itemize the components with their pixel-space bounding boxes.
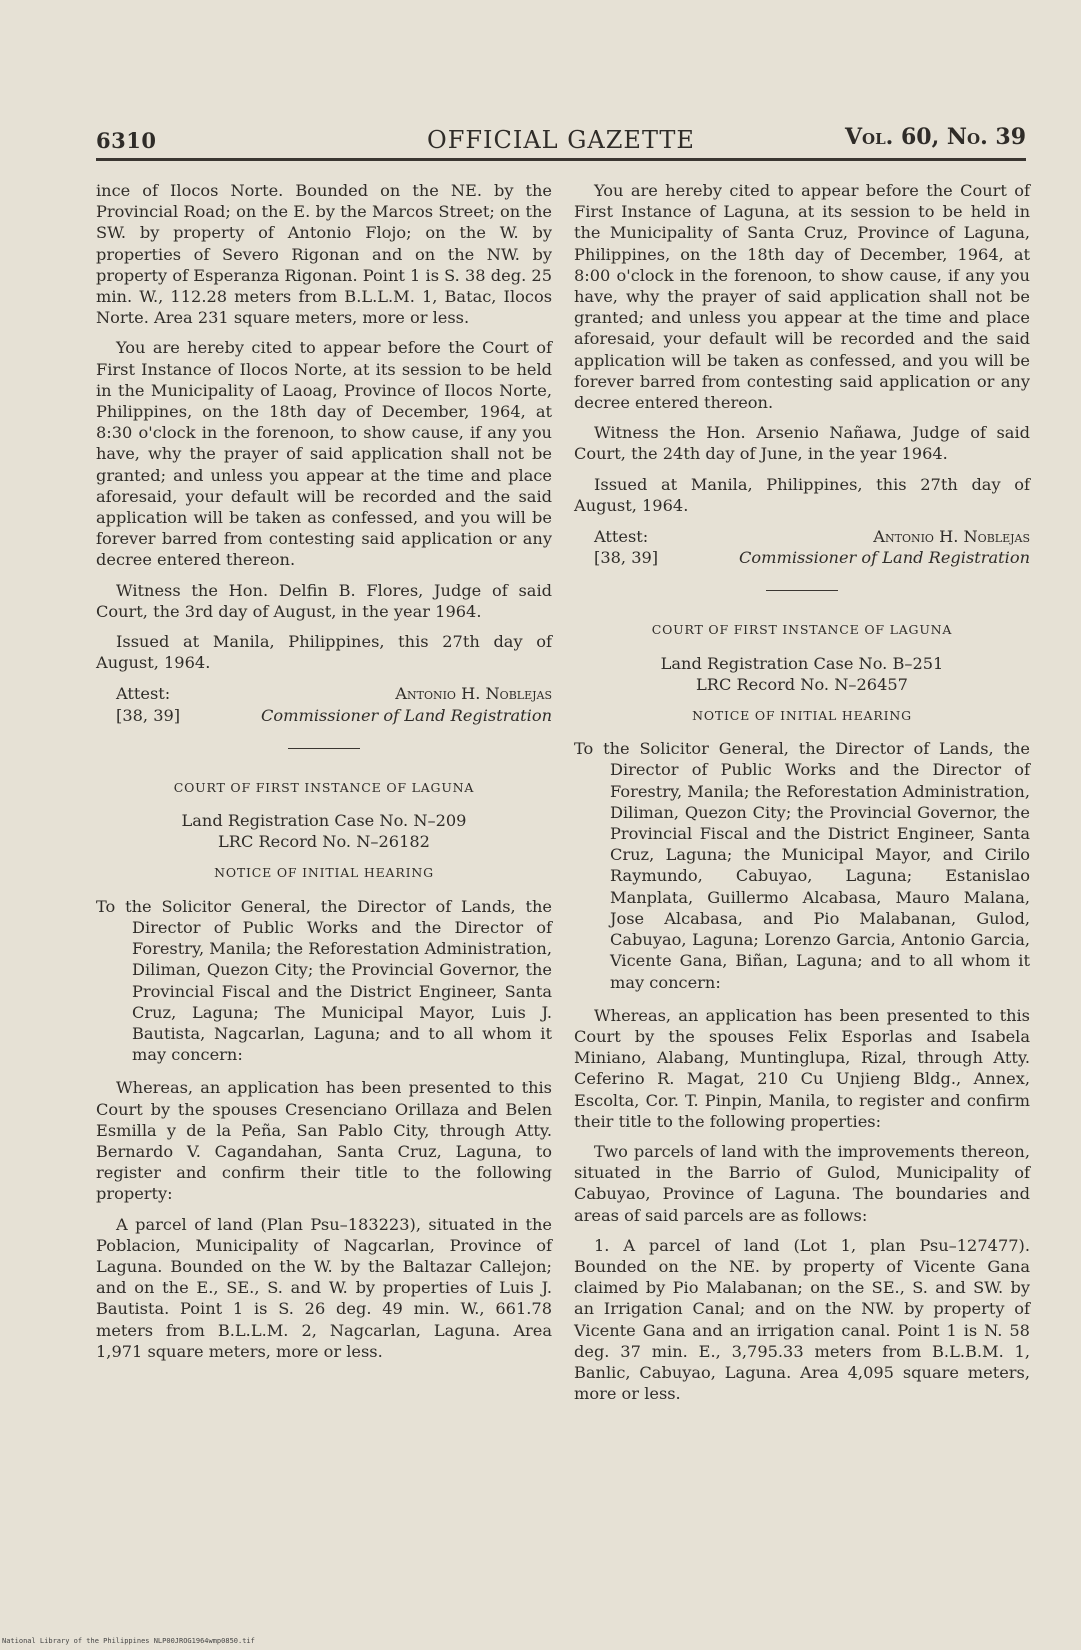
commissioner-title: Commissioner of Land Registration xyxy=(738,548,1030,568)
commissioner-name: Antonio H. Noblejas xyxy=(395,684,552,704)
paragraph: Witness the Hon. Arsenio Nañawa, Judge of said Court, the 24th day of June, in the year 1964. xyxy=(574,423,1030,464)
attest-line xyxy=(574,547,1030,568)
paragraph: Two parcels of land with the improvements thereon, situated in the Barrio of Gulod, Municipality of Cabuyao, Province of Laguna. The boundaries and areas of said parcels are as follows: xyxy=(574,1141,1030,1225)
attest-line xyxy=(96,705,552,726)
notice-heading: NOTICE OF INITIAL HEARING xyxy=(692,708,912,724)
paragraph: You are hereby cited to appear before the Court of First Instance of Laguna, at its session to be held in the Municipality of Santa Cruz, Province of Laguna, Philippines, on the 18th day of December, 1964, at 8:00 o'clock in the forenoon, to show cause, if any you have, why the prayer of said application shall not be granted; and unless you appear at the time and place aforesaid, your default will be recorded and the said application will be taken as confessed, and you will be forever barred from contesting said application or any decree entered thereon. xyxy=(574,181,1030,413)
notice-heading: NOTICE OF INITIAL HEARING xyxy=(214,865,434,881)
attest-label: Attest: xyxy=(594,527,649,547)
section-divider xyxy=(288,748,360,749)
paragraph: Whereas, an application has been presented to this Court by the spouses Cresenciano Orillaza and Belen Esmilla y de la Peña, San Pablo City, through Atty. Bernardo V. Cagandahan, Santa Cruz, Laguna, to register and confirm their title to the following property: xyxy=(96,1078,552,1204)
right-column xyxy=(574,180,1030,1413)
addressee-paragraph: To the Solicitor General, the Director of Lands, the Director of Public Works and the Director of Forestry, Manila; the Reforestation Administration, Diliman, Quezon City; the Provincial Governor, the Provincial Fiscal and the District Engineer, Santa Cruz, Laguna; The Municipal Mayor, Luis J. Bautista, Nagcarlan, Laguna; and to all whom it may concern: xyxy=(96,896,552,1065)
attest-line xyxy=(96,683,552,704)
commissioner-title: Commissioner of Land Registration xyxy=(260,705,552,725)
header-rule xyxy=(96,158,1026,161)
paragraph: Issued at Manila, Philippines, this 27th day of August, 1964. xyxy=(96,632,552,673)
attest-line xyxy=(574,526,1030,547)
paragraph: Witness the Hon. Delfin B. Flores, Judge of said Court, the 3rd day of August, in the year 1964. xyxy=(96,580,552,621)
reference-numbers: [38, 39] xyxy=(116,705,181,725)
paragraph: ince of Ilocos Norte. Bounded on the NE. by the Provincial Road; on the E. by the Marcos Street; on the SW. by property of Antonio Flojo; on the W. by properties of Severo Rigonan and on the NW. by property of Esperanza Rigonan. Point 1 is S. 38 deg. 25 min. W., 112.28 meters from B.L.L.M. 1, Batac, Ilocos Norte. Area 231 square meters, more or less. xyxy=(96,181,552,328)
paragraph: 1. A parcel of land (Lot 1, plan Psu–127477). Bounded on the NE. by property of Vicente Gana claimed by Pio Malabanan; on the SE., S. and SW. by an Irrigation Canal; and on the NW. by property of Vicente Gana and an irrigation canal. Point 1 is N. 58 deg. 37 min. E., 3,795.33 meters from B.L.B.M. 1, Banlic, Cabuyao, Laguna. Area 4,095 square meters, more or less. xyxy=(574,1235,1030,1404)
attest-label: Attest: xyxy=(116,684,171,704)
paragraph: Issued at Manila, Philippines, this 27th day of August, 1964. xyxy=(574,474,1030,515)
commissioner-name: Antonio H. Noblejas xyxy=(873,527,1030,547)
record-number: LRC Record No. N–26182 xyxy=(218,832,430,852)
case-number: Land Registration Case No. N–209 xyxy=(181,811,467,831)
paragraph: Whereas, an application has been presented to this Court by the spouses Felix Esporlas and Isabela Miniano, Alabang, Muntinglupa, Rizal, through Atty. Ceferino R. Magat, 210 Cu Unjieng Bldg., Annex, Escolta, Cor. T. Pinpin, Manila, to register and confirm their title to the following properties: xyxy=(574,1005,1030,1131)
case-number: Land Registration Case No. B–251 xyxy=(660,653,944,673)
court-heading: COURT OF FIRST INSTANCE OF LAGUNA xyxy=(173,779,475,795)
page-header xyxy=(96,122,1026,162)
section-divider xyxy=(766,590,838,591)
publication-title: OFFICIAL GAZETTE xyxy=(427,126,695,154)
paragraph: You are hereby cited to appear before the Court of First Instance of Ilocos Norte, at its session to be held in the Municipality of Laoag, Province of Ilocos Norte, Philippines, on the 18th day of December, 1964, at 8:30 o'clock in the forenoon, to show cause, if any you have, why the prayer of said application shall not be granted; and unless you appear at the time and place aforesaid, your default will be recorded and the said application will be taken as confessed, and you will be forever barred from contesting said application or any decree entered thereon. xyxy=(96,338,552,570)
volume-number: Vol. 60, No. 39 xyxy=(844,124,1026,150)
scan-footer: National Library of the Philippines NLP00JROG1964wmp0850.tif xyxy=(2,1637,255,1645)
record-number: LRC Record No. N–26457 xyxy=(696,674,908,694)
addressee-paragraph: To the Solicitor General, the Director of Lands, the Director of Public Works and the Director of Forestry, Manila; the Reforestation Administration, Diliman, Quezon City; the Provincial Governor, the Provincial Fiscal and the District Engineer, Santa Cruz, Laguna; the Municipal Mayor, and Cirilo Raymundo, Cabuyao, Laguna; Estanislao Manplata, Guillermo Alcabasa, Mauro Malana, Jose Alcabasa, and Pio Malabanan, Gulod, Cabuyao, Laguna; Lorenzo Garcia, Antonio Garcia, Vicente Gana, Biñan, Laguna; and to all whom it may concern: xyxy=(574,739,1030,992)
reference-numbers: [38, 39] xyxy=(594,548,659,568)
left-column xyxy=(96,180,552,1371)
court-heading: COURT OF FIRST INSTANCE OF LAGUNA xyxy=(651,622,953,638)
page-number: 6310 xyxy=(96,128,157,153)
paragraph: A parcel of land (Plan Psu–183223), situated in the Poblacion, Municipality of Nagcarlan, Province of Laguna. Bounded on the W. by the Baltazar Callejon; and on the E., SE., S. and W. by properties of Luis J. Bautista. Point 1 is S. 26 deg. 49 min. W., 661.78 meters from B.L.L.M. 2, Nagcarlan, Laguna. Area 1,971 square meters, more or less. xyxy=(96,1214,552,1361)
